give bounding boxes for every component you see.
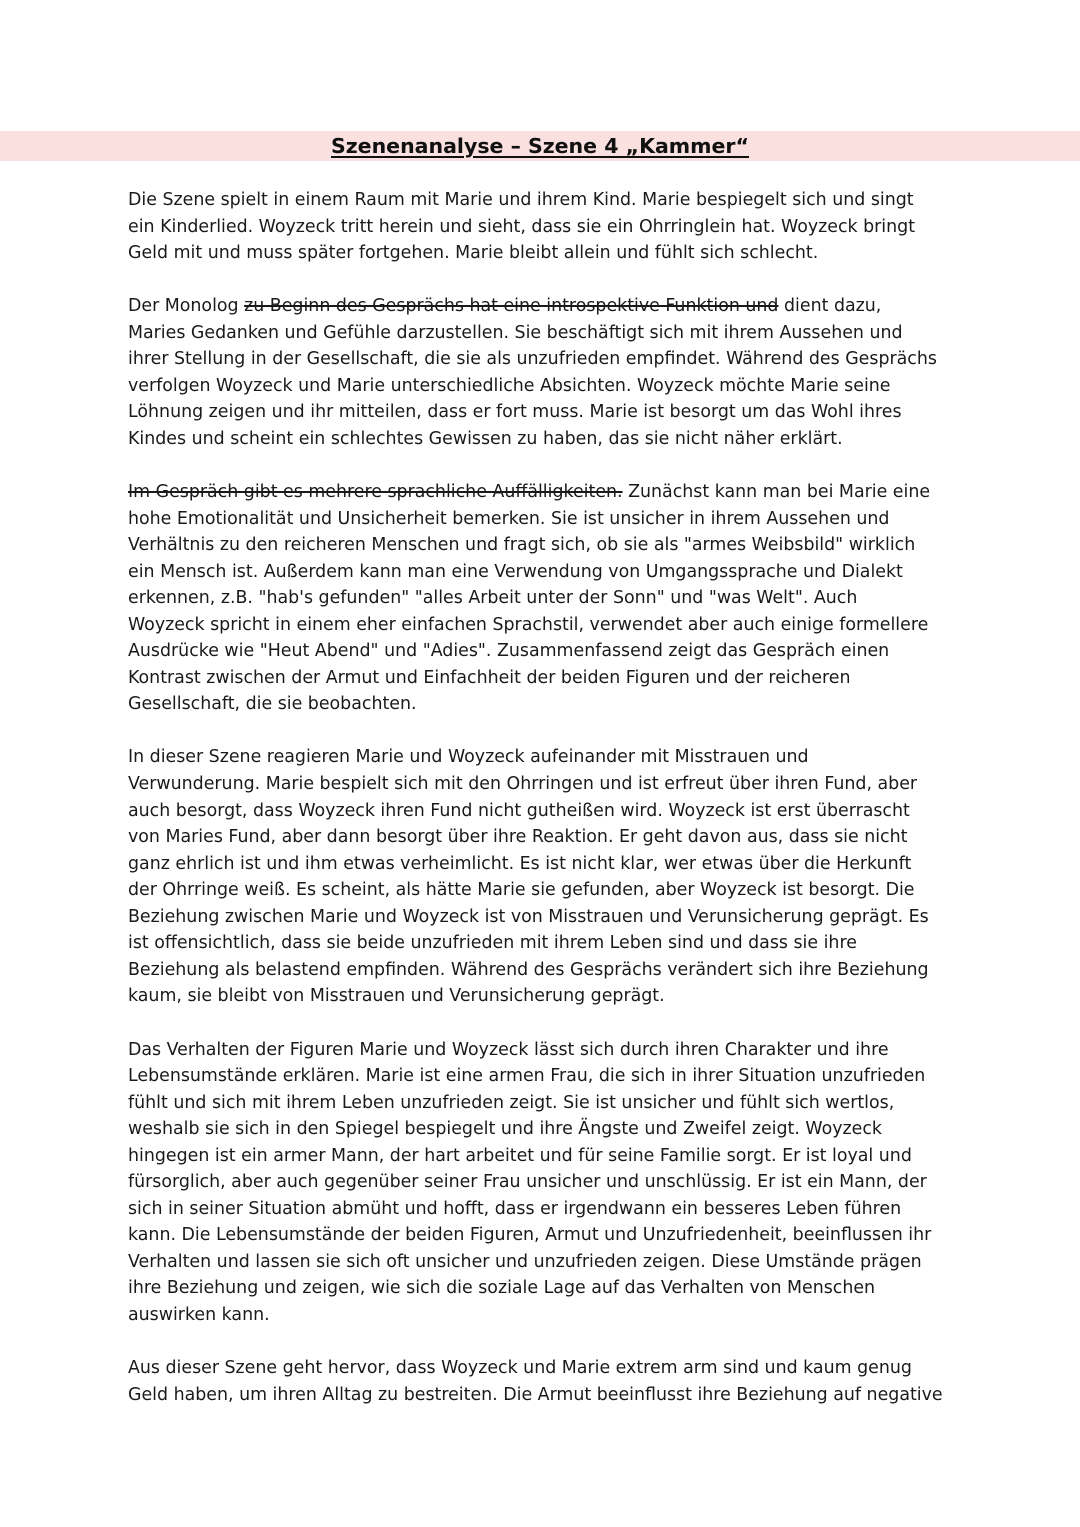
text-line: [128, 532, 958, 559]
text-line: [128, 612, 958, 639]
text-segment: Das Verhalten der Figuren Marie und Woyzeck lässt sich durch ihren Charakter und ihre: [128, 1039, 889, 1060]
text-segment: Verhalten und lassen sie sich oft unsicher und unzufrieden zeigen. Diese Umstände prägen: [128, 1251, 922, 1272]
text-segment: kann. Die Lebensumstände der beiden Figuren, Armut und Unzufriedenheit, beeinflussen ihr: [128, 1225, 932, 1246]
text-segment: ihrer Stellung in der Gesellschaft, die sie als unzufrieden empfindet. Während des Gesprächs: [128, 349, 937, 370]
text-line: [128, 187, 958, 214]
text-line: [128, 214, 958, 241]
text-segment: Der Monolog: [128, 296, 245, 317]
text-segment: In dieser Szene reagieren Marie und Woyzeck aufeinander mit Misstrauen und: [128, 747, 809, 768]
text-line: [128, 506, 958, 533]
text-line: [128, 1302, 958, 1329]
text-segment: ein Mensch ist. Außerdem kann man eine Verwendung von Umgangssprache und Dialekt: [128, 561, 903, 582]
text-segment: Verhältnis zu den reicheren Menschen und fragt sich, ob sie als "armes Weibsbild" wirklich: [128, 535, 916, 556]
text-segment: Beziehung als belastend empfinden. Während des Gesprächs verändert sich ihre Beziehung: [128, 959, 929, 980]
text-line: [128, 1196, 958, 1223]
text-segment: Beziehung zwischen Marie und Woyzeck ist von Misstrauen und Verunsicherung geprägt. Es: [128, 906, 929, 927]
text-segment: erkennen, z.B. "hab's gefunden" "alles Arbeit unter der Sonn" und "was Welt". Auch: [128, 588, 858, 609]
text-segment: dient dazu,: [778, 296, 882, 317]
text-line: [128, 1090, 958, 1117]
text-line: [128, 744, 958, 771]
struck-text: zu Beginn des Gesprächs hat eine introspektive Funktion und: [244, 296, 779, 317]
text-segment: ein Kinderlied. Woyzeck tritt herein und sieht, dass sie ein Ohrringlein hat. Woyzeck bringt: [128, 216, 916, 237]
text-line: [128, 1116, 958, 1143]
text-segment: Löhnung zeigen und ihr mitteilen, dass er fort muss. Marie ist besorgt um das Wohl ihres: [128, 402, 902, 423]
text-segment: Ausdrücke wie "Heut Abend" und "Adies". Zusammenfassend zeigt das Gespräch einen: [128, 641, 890, 662]
text-segment: ihre Beziehung und zeigen, wie sich die soziale Lage auf das Verhalten von Menschen: [128, 1278, 876, 1299]
text-line: [128, 320, 958, 347]
text-line: [128, 983, 958, 1010]
text-line: [128, 559, 958, 586]
text-line: [128, 1063, 958, 1090]
text-line: [128, 930, 958, 957]
text-segment: Geld mit und muss später fortgehen. Marie bleibt allein und fühlt sich schlecht.: [128, 243, 819, 264]
text-line: [128, 691, 958, 718]
text-line: [128, 1222, 958, 1249]
text-segment: Woyzeck spricht in einem eher einfachen Sprachstil, verwendet aber auch einige formellere: [128, 614, 929, 635]
text-line: [128, 293, 958, 320]
document-body: [128, 187, 958, 1435]
text-segment: hingegen ist ein armer Mann, der hart arbeitet und für seine Familie sorgt. Er ist loyal und: [128, 1145, 912, 1166]
text-line: [128, 373, 958, 400]
text-segment: Die Szene spielt in einem Raum mit Marie und ihrem Kind. Marie bespiegelt sich und singt: [128, 190, 914, 210]
text-segment: verfolgen Woyzeck und Marie unterschiedliche Absichten. Woyzeck möchte Marie seine: [128, 375, 891, 396]
text-segment: Verwunderung. Marie bespielt sich mit den Ohrringen und ist erfreut über ihren Fund, aber: [128, 774, 918, 795]
page-title: Szenenanalyse – Szene 4 „Kammer“: [330, 134, 749, 158]
text-segment: hohe Emotionalität und Unsicherheit bemerken. Sie ist unsicher in ihrem Aussehen und: [128, 508, 890, 529]
text-line: [128, 904, 958, 931]
text-segment: Kontrast zwischen der Armut und Einfachheit der beiden Figuren und der reicheren: [128, 667, 851, 688]
text-line: [128, 1275, 958, 1302]
text-segment: fürsorglich, aber auch gegenüber seiner Frau unsicher und unschlüssig. Er ist ein Mann, der: [128, 1172, 927, 1193]
text-line: [128, 1037, 958, 1064]
text-line: [128, 1382, 958, 1409]
text-line: [128, 957, 958, 984]
struck-text: Im Gespräch gibt es mehrere sprachliche Auffälligkeiten.: [128, 482, 623, 503]
paragraph: [128, 1037, 958, 1329]
text-line: [128, 346, 958, 373]
text-line: [128, 479, 958, 506]
text-segment: ganz ehrlich ist und ihm etwas verheimlicht. Es ist nicht klar, wer etwas über die Herkunft: [128, 853, 912, 874]
text-segment: weshalb sie sich in den Spiegel bespiegelt und ihre Ängste und Zweifel zeigt. Woyzeck: [128, 1119, 882, 1140]
text-segment: Geld haben, um ihren Alltag zu bestreiten. Die Armut beeinflusst ihre Beziehung auf negative: [128, 1384, 943, 1405]
text-segment: auswirken kann.: [128, 1304, 270, 1325]
text-segment: sich in seiner Situation abmüht und hofft, dass er irgendwann ein besseres Leben führen: [128, 1198, 902, 1219]
text-segment: der Ohrringe weiß. Es scheint, als hätte Marie sie gefunden, aber Woyzeck ist besorgt. Die: [128, 880, 915, 901]
text-line: [128, 851, 958, 878]
text-line: [128, 824, 958, 851]
text-segment: auch besorgt, dass Woyzeck ihren Fund nicht gutheißen wird. Woyzeck ist erst überrascht: [128, 800, 910, 821]
text-line: [128, 798, 958, 825]
paragraph: [128, 293, 958, 452]
text-segment: ist offensichtlich, dass sie beide unzufrieden mit ihrem Leben sind und dass sie ihre: [128, 933, 857, 954]
paragraph: [128, 479, 958, 718]
text-line: [128, 638, 958, 665]
text-segment: kaum, sie bleibt von Misstrauen und Verunsicherung geprägt.: [128, 986, 665, 1007]
text-segment: Gesellschaft, die sie beobachten.: [128, 694, 417, 715]
text-segment: Lebensumstände erklären. Marie ist eine armen Frau, die sich in ihrer Situation unzufrieden: [128, 1066, 926, 1087]
text-segment: Maries Gedanken und Gefühle darzustellen. Sie beschäftigt sich mit ihrem Aussehen und: [128, 322, 903, 343]
text-segment: von Maries Fund, aber dann besorgt über ihre Reaktion. Er geht davon aus, dass sie nicht: [128, 827, 908, 848]
text-segment: Kindes und scheint ein schlechtes Gewissen zu haben, das sie nicht näher erklärt.: [128, 428, 843, 449]
paragraph: [128, 744, 958, 1009]
text-line: [128, 585, 958, 612]
text-segment: Zunächst kann man bei Marie eine: [622, 482, 931, 503]
text-line: [128, 240, 958, 267]
text-line: [128, 1249, 958, 1276]
text-line: [128, 426, 958, 453]
paragraph: [128, 1355, 958, 1408]
text-line: [128, 1169, 958, 1196]
text-segment: Aus dieser Szene geht hervor, dass Woyzeck und Marie extrem arm sind und kaum genug: [128, 1358, 912, 1379]
text-line: [128, 877, 958, 904]
text-line: [128, 1355, 958, 1382]
text-line: [128, 665, 958, 692]
text-segment: fühlt und sich mit ihrem Leben unzufrieden zeigt. Sie ist unsicher und fühlt sich wertlos,: [128, 1092, 895, 1113]
text-line: [128, 399, 958, 426]
paragraph: [128, 187, 958, 267]
text-line: [128, 771, 958, 798]
text-line: [128, 1143, 958, 1170]
